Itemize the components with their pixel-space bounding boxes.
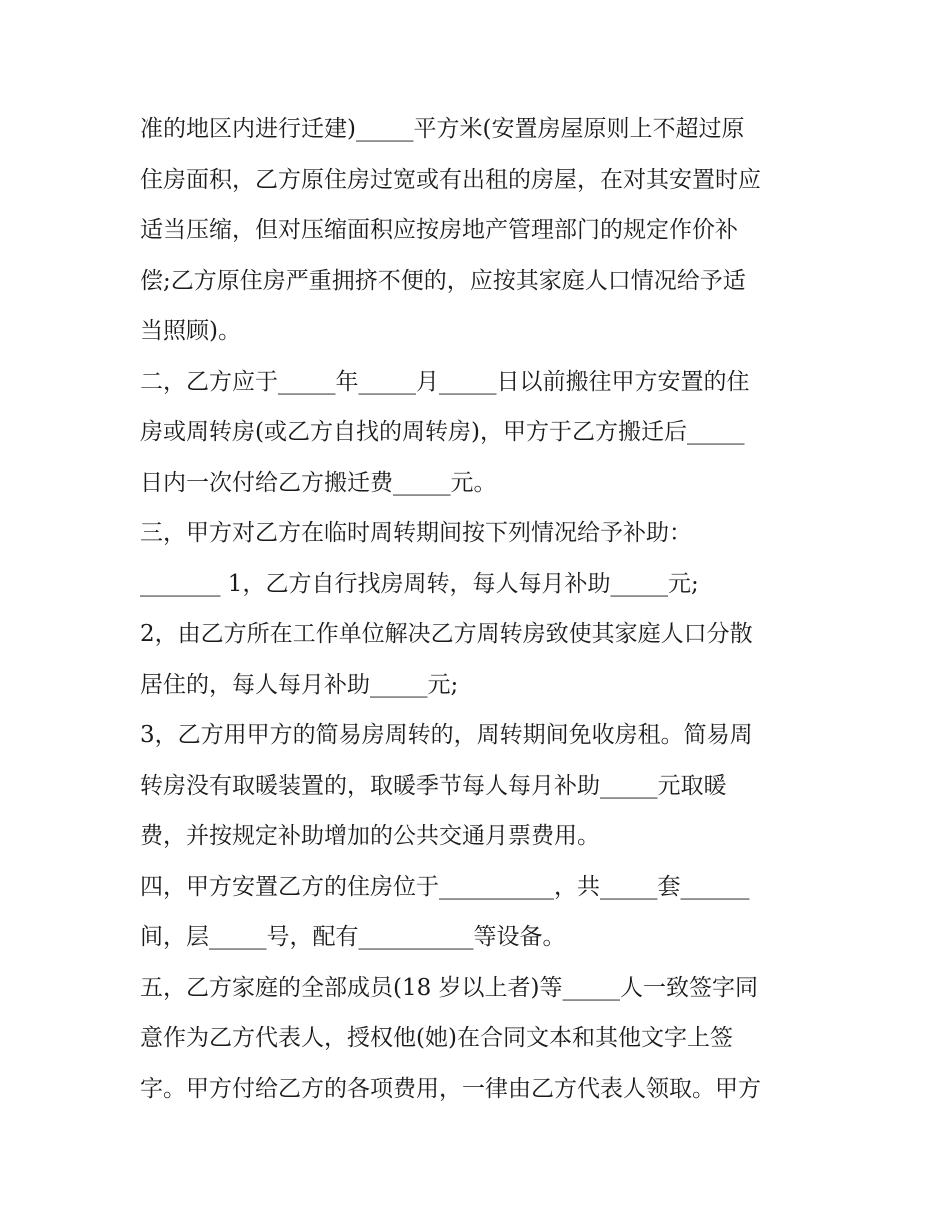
text-line: 字。甲方付给乙方的各项费用，一律由乙方代表人领取。甲方 [140, 1075, 761, 1102]
text-line: 适当压缩，但对压缩面积应按房地产管理部门的规定作价补 [140, 217, 738, 243]
text-line: 当照顾)。 [140, 318, 241, 344]
text-line: 2，由乙方所在工作单位解决乙方周转房致使其家庭人口分散 [140, 621, 753, 647]
text-line: 三，甲方对乙方在临时周转期间按下列情况给予补助： [140, 520, 692, 546]
text-line: 偿;乙方原住房严重拥挤不便的，应按其家庭人口情况给予适 [140, 267, 746, 294]
text-line: 日内一次付给乙方搬迁费_____元。 [140, 469, 497, 496]
text-line: 费，并按规定补助增加的公共交通月票费用。 [140, 823, 600, 849]
text-line: 居住的，每人每月补助_____元; [140, 671, 459, 698]
text-line: 五，乙方家庭的全部成员(18 岁以上者)等_____人一致签字同 [140, 974, 759, 1001]
text-line: 二，乙方应于_____年_____月_____日以前搬往甲方安置的住 [140, 368, 750, 395]
text-line: 3，乙方用甲方的简易房周转的，周转期间免收房租。简易周 [140, 722, 753, 748]
text-line: 房或周转房(或乙方自找的周转房)，甲方于乙方搬迁后_____ [140, 419, 745, 445]
text-line: 住房面积，乙方原住房过宽或有出租的房屋，在对其安置时应 [140, 166, 761, 193]
document-body [140, 104, 820, 1114]
text-line: 间，层_____号，配有__________等设备。 [140, 924, 566, 950]
text-line: 四，甲方安置乙方的住房位于__________，共_____套______ [140, 873, 750, 900]
text-line: _______ 1，乙方自行找房周转，每人每月补助_____元; [140, 570, 699, 597]
text-line: 转房没有取暖装置的，取暖季节每人每月补助_____元取暖 [140, 772, 727, 799]
text-line: 意作为乙方代表人，授权他(她)在合同文本和其他文字上签 [140, 1025, 733, 1051]
text-line: 准的地区内进行迁建)_____平方米(安置房屋原则上不超过原 [140, 116, 745, 142]
